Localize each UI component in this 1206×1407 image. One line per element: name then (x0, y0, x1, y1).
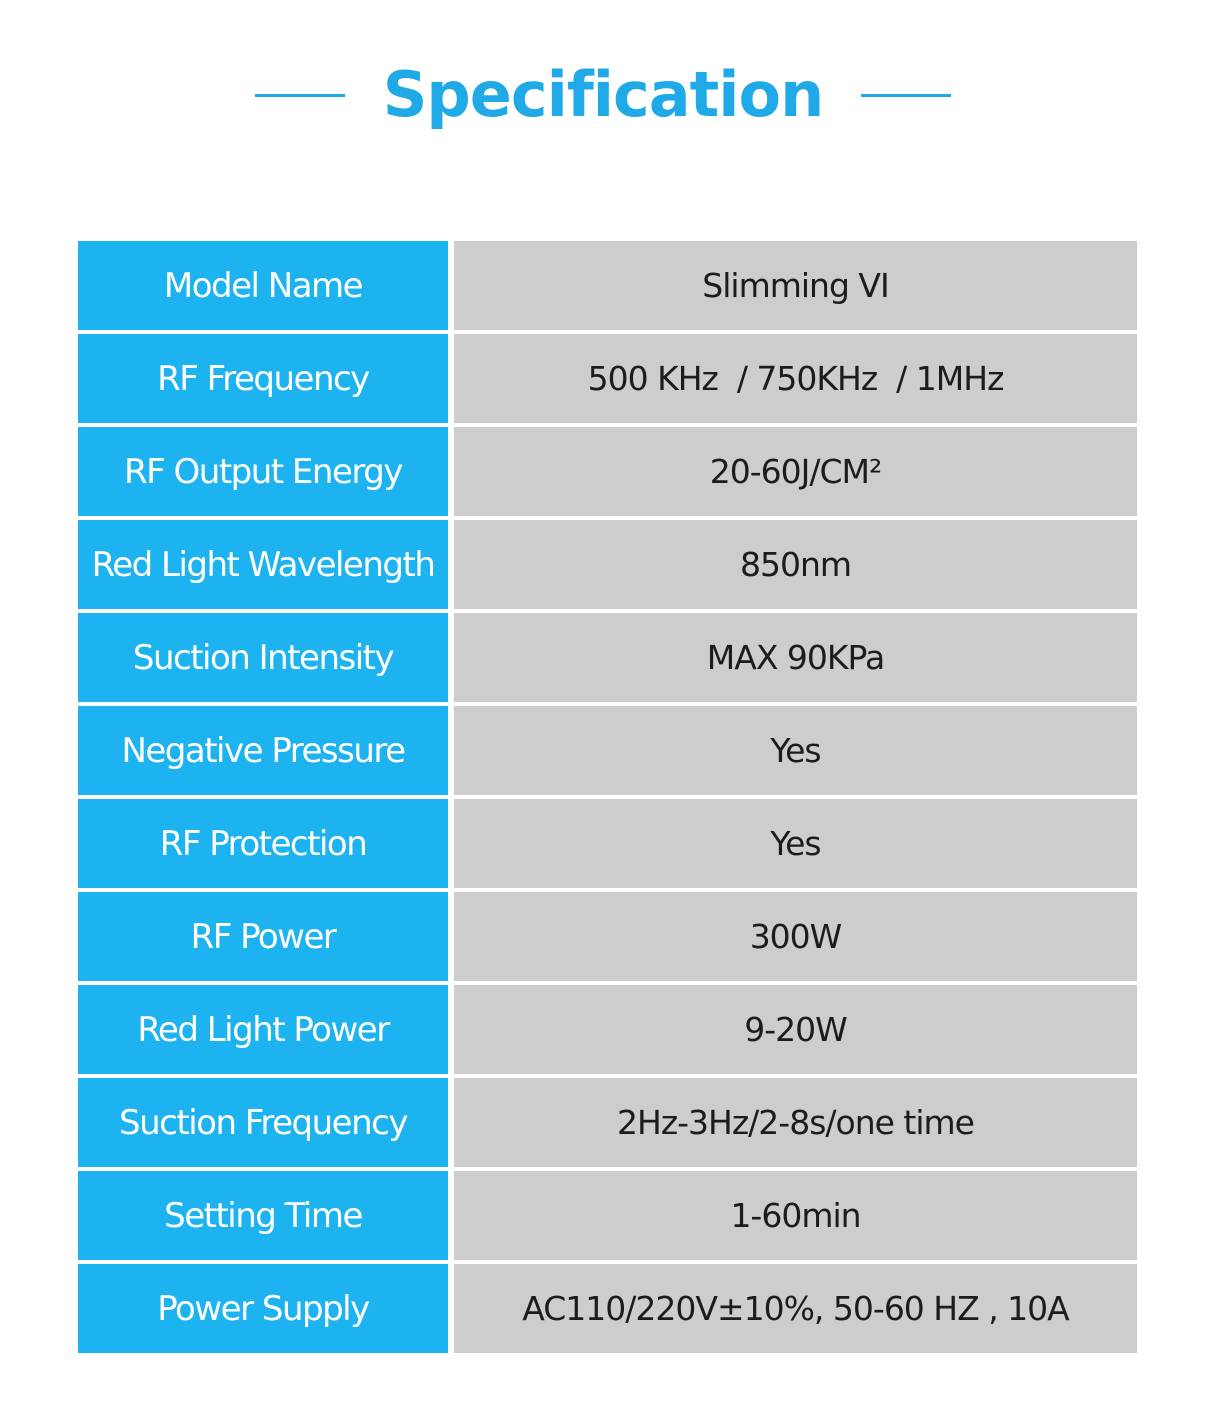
spec-label: Suction Intensity (78, 613, 448, 702)
spec-label: Setting Time (78, 1171, 448, 1260)
spec-value: 500 KHz / 750KHz / 1MHz (454, 334, 1137, 423)
spec-row-negative-pressure (78, 706, 1137, 799)
spec-value: Yes (454, 706, 1137, 795)
spec-row-suction-frequency (78, 1078, 1137, 1171)
spec-value: 2Hz-3Hz/2-8s/one time (454, 1078, 1137, 1167)
spec-row-model-name (78, 241, 1137, 334)
spec-row-suction-intensity (78, 613, 1137, 706)
spec-label: Power Supply (78, 1264, 448, 1353)
spec-value: Yes (454, 799, 1137, 888)
spec-row-rf-protection (78, 799, 1137, 892)
spec-label: Negative Pressure (78, 706, 448, 795)
spec-label: Model Name (78, 241, 448, 330)
spec-value: 20-60J/CM² (454, 427, 1137, 516)
spec-label: Suction Frequency (78, 1078, 448, 1167)
spec-row-rf-frequency (78, 334, 1137, 427)
page-header (0, 50, 1206, 140)
spec-value: AC110/220V±10%, 50-60 HZ , 10A (454, 1264, 1137, 1353)
spec-row-setting-time (78, 1171, 1137, 1264)
spec-row-red-light-wavelength (78, 520, 1137, 613)
spec-label: RF Frequency (78, 334, 448, 423)
spec-label: RF Power (78, 892, 448, 981)
spec-value: MAX 90KPa (454, 613, 1137, 702)
spec-row-rf-output-energy (78, 427, 1137, 520)
spec-value: 300W (454, 892, 1137, 981)
spec-row-power-supply (78, 1264, 1137, 1357)
spec-label: Red Light Power (78, 985, 448, 1074)
spec-value: Slimming VI (454, 241, 1137, 330)
title-decoration-right (861, 94, 951, 97)
spec-label: RF Output Energy (78, 427, 448, 516)
spec-value: 9-20W (454, 985, 1137, 1074)
spec-table (78, 241, 1137, 1357)
spec-row-rf-power (78, 892, 1137, 985)
spec-row-red-light-power (78, 985, 1137, 1078)
spec-label: Red Light Wavelength (78, 520, 448, 609)
page-title: Specification (382, 58, 824, 131)
spec-label: RF Protection (78, 799, 448, 888)
spec-value: 850nm (454, 520, 1137, 609)
title-decoration-left (255, 94, 345, 97)
spec-value: 1-60min (454, 1171, 1137, 1260)
